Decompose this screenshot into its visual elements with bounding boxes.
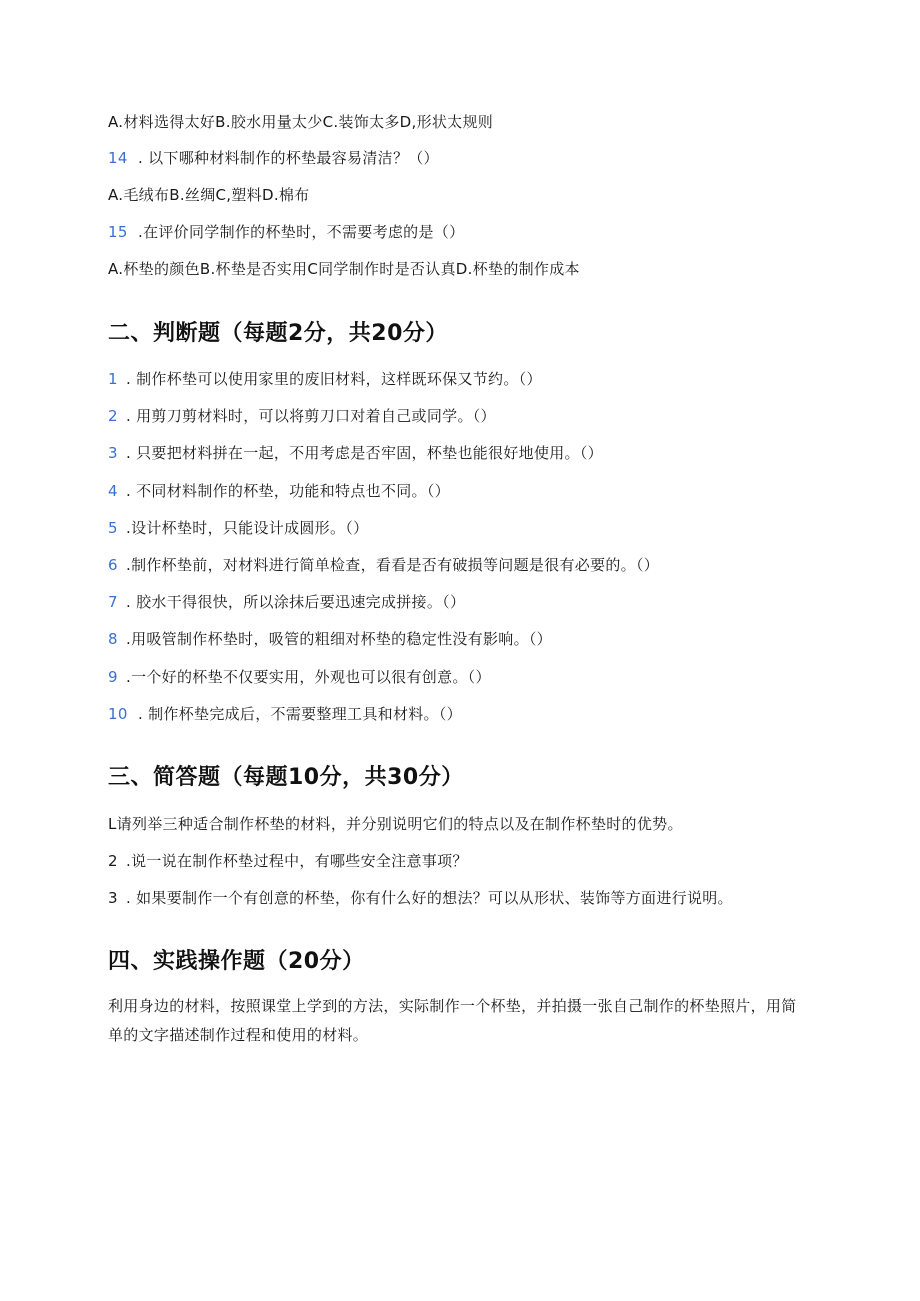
question-text: .用吸管制作杯垫时，吸管的粗细对杯垫的稳定性没有影响。（） [126,630,552,648]
tf-item-1 [108,369,542,389]
question-text: .在评价同学制作的杯垫时，不需要考虑的是（） [138,223,465,241]
question-text: .制作杯垫前，对材料进行简单检查，看看是否有破损等问题是很有必要的。（） [126,556,660,574]
q15-options: A.杯垫的颜色B.杯垫是否实用C同学制作时是否认真D.杯垫的制作成本 [108,260,580,278]
question-text: . 制作杯垫完成后，不需要整理工具和材料。（） [138,705,462,723]
question-text: . 不同材料制作的杯垫，功能和特点也不同。（） [126,482,450,500]
q13-options: A.材料选得太好B.胶水用量太少C.装饰太多D,形状太规则 [108,113,494,131]
question-15 [108,222,464,242]
tf-item-7 [108,592,465,612]
question-text: . 用剪刀剪材料时，可以将剪刀口对着自己或同学。（） [126,407,496,425]
sa-item-1 [108,814,683,834]
question-number: 5 [108,519,118,537]
question-text: .设计杯垫时，只能设计成圆形。（） [126,519,369,537]
question-number: 9 [108,668,118,686]
question-text: .一个好的杯垫不仅要实用，外观也可以很有创意。（） [126,668,491,686]
question-text: .说一说在制作杯垫过程中，有哪些安全注意事项？ [126,852,468,870]
tf-item-5 [108,518,368,538]
question-number: 8 [108,630,118,648]
sa-item-3 [108,888,733,908]
question-text: . 制作杯垫可以使用家里的废旧材料，这样既环保又节约。（） [126,370,542,388]
section-heading-true-false: 二、判断题（每题2分，共20分） [108,321,448,346]
question-14 [108,148,439,168]
question-number: 4 [108,482,118,500]
question-number: 3 [108,889,118,907]
question-text: . 胶水干得很快，所以涂抹后要迅速完成拼接。（） [126,593,466,611]
practice-task-text: 利用身边的材料，按照课堂上学到的方法，实际制作一个杯垫，并拍摄一张自己制作的杯垫照片，用简单的文字描述制作过程和使用的材料。 [108,997,797,1044]
section-heading-practice: 四、实践操作题（20分） [108,949,365,974]
sa-item-2 [108,851,468,871]
section-heading-short-answer: 三、简答题（每题10分，共30分） [108,765,464,790]
question-text: . 如果要制作一个有创意的杯垫，你有什么好的想法？可以从形状、装饰等方面进行说明。 [126,889,733,907]
tf-item-9 [108,667,491,687]
tf-item-3 [108,443,603,463]
question-number: 6 [108,556,118,574]
question-text: L请列举三种适合制作杯垫的材料，并分别说明它们的特点以及在制作杯垫时的优势。 [108,815,683,833]
question-text: . 只要把材料拼在一起，不用考虑是否牢固，杯垫也能很好地使用。（） [126,444,603,462]
tf-item-2 [108,406,496,426]
question-number: 2 [108,407,118,425]
question-number: 2 [108,852,118,870]
q14-options: A.毛绒布B.丝绸C,塑料D.棉布 [108,186,310,204]
question-number: 14 [108,149,128,167]
tf-item-8 [108,629,552,649]
question-number: 7 [108,593,118,611]
tf-item-6 [108,555,659,575]
question-text: . 以下哪种材料制作的杯垫最容易清洁？（） [138,149,439,167]
question-number: 1 [108,370,118,388]
question-number: 3 [108,444,118,462]
question-number: 15 [108,223,128,241]
tf-item-10 [108,704,462,724]
question-number: 10 [108,705,128,723]
tf-item-4 [108,481,450,501]
